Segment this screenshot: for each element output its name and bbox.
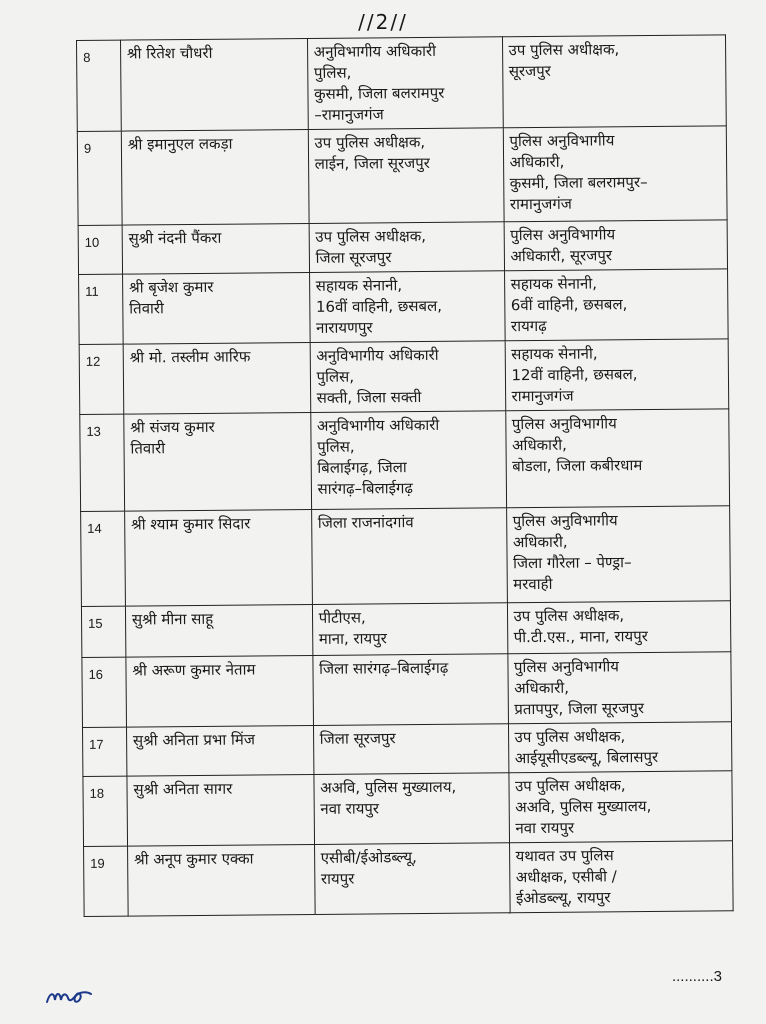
table-row xyxy=(84,841,734,917)
new-posting-cell: उप पुलिस अधीक्षक, आईयूसीएडब्ल्यू, बिलासपुर xyxy=(508,722,732,773)
new-posting-cell: सहायक सेनानी, 6वीं वाहिनी, छसबल, रायगढ़ xyxy=(504,269,728,341)
officer-name-cell: श्री अनूप कुमार एक्का xyxy=(127,844,314,916)
table-row xyxy=(79,339,729,415)
transfer-table xyxy=(76,34,734,917)
table-row xyxy=(78,220,727,275)
officer-name-cell: सुश्री मीना साहू xyxy=(125,604,312,657)
table-row xyxy=(81,506,731,607)
new-posting-cell: उप पुलिस अधीक्षक, सूरजपुर xyxy=(502,35,726,128)
serial-number-cell: 16 xyxy=(82,657,126,727)
table-row xyxy=(77,126,727,226)
serial-number-cell: 17 xyxy=(82,727,126,776)
table-row xyxy=(77,35,727,132)
officer-name-cell: सुश्री अनिता प्रभा मिंज xyxy=(126,725,313,776)
current-posting-cell: जिला सारंगढ़–बिलाईगढ़ xyxy=(312,654,507,726)
current-posting-cell: पीटीएस, माना, रायपुर xyxy=(312,603,507,656)
signature-icon xyxy=(44,984,94,1010)
signature-mark xyxy=(44,984,94,1014)
serial-number-cell: 13 xyxy=(80,414,125,511)
officer-name-cell: श्री श्याम कुमार सिदार xyxy=(124,509,312,606)
current-posting-cell: जिला सूरजपुर xyxy=(313,724,508,775)
new-posting-cell: पुलिस अनुविभागीय अधिकारी, कुसमी, जिला बलरामपुर– रामानुजगंज xyxy=(503,126,727,222)
page-number: //2// xyxy=(358,10,408,34)
table-row xyxy=(80,409,730,512)
new-posting-cell: पुलिस अनुविभागीय अधिकारी, बोडला, जिला कबीरधाम xyxy=(505,409,729,508)
new-posting-cell: पुलिस अनुविभागीय अधिकारी, जिला गौरेला – पेण्ड्रा– मरवाही xyxy=(506,506,730,603)
table-row xyxy=(83,771,733,847)
serial-number-cell: 18 xyxy=(83,776,127,846)
serial-number-cell: 10 xyxy=(78,225,122,274)
table-body xyxy=(77,35,734,917)
current-posting-cell: अनुविभागीय अधिकारी पुलिस, बिलाईगढ़, जिला सारंगढ़–बिलाईगढ़ xyxy=(310,411,506,510)
new-posting-cell: सहायक सेनानी, 12वीं वाहिनी, छसबल, रामानुजगंज xyxy=(505,339,729,411)
table-row xyxy=(82,722,731,777)
officer-name-cell: सुश्री नंदनी पैंकरा xyxy=(122,223,309,274)
current-posting-cell: अनुविभागीय अधिकारी पुलिस, सक्ती, जिला सक्ती xyxy=(310,341,505,413)
table-row xyxy=(81,601,730,658)
serial-number-cell: 14 xyxy=(81,511,126,606)
current-posting-cell: एसीबी/ईओडब्ल्यू, रायपुर xyxy=(314,843,509,915)
officer-name-cell: श्री रितेश चौधरी xyxy=(120,38,308,131)
officer-name-cell: श्री संजय कुमार तिवारी xyxy=(124,412,312,511)
serial-number-cell: 8 xyxy=(77,40,122,131)
transfer-table-wrapper xyxy=(76,34,734,917)
new-posting-cell: उप पुलिस अधीक्षक, पी.टी.एस., माना, रायपुर xyxy=(507,601,731,654)
serial-number-cell: 15 xyxy=(81,606,125,657)
officer-name-cell: सुश्री अनिता सागर xyxy=(127,774,314,846)
officer-name-cell: श्री मो. तस्लीम आरिफ xyxy=(123,342,310,414)
current-posting-cell: उप पुलिस अधीक्षक, लाईन, जिला सूरजपुर xyxy=(308,128,504,224)
new-posting-cell: उप पुलिस अधीक्षक, अअवि, पुलिस मुख्यालय, नवा रायपुर xyxy=(508,771,732,843)
current-posting-cell: जिला राजनांदगांव xyxy=(311,508,507,605)
continue-marker: ..........3 xyxy=(671,968,722,985)
table-row xyxy=(79,269,729,345)
serial-number-cell: 19 xyxy=(84,846,128,916)
serial-number-cell: 12 xyxy=(79,344,123,414)
new-posting-cell: यथावत उप पुलिस अधीक्षक, एसीबी / ईओडब्ल्यू, रायपुर xyxy=(509,841,733,913)
current-posting-cell: अअवि, पुलिस मुख्यालय, नवा रायपुर xyxy=(314,773,509,845)
officer-name-cell: श्री अरूण कुमार नेताम xyxy=(126,655,313,727)
serial-number-cell: 9 xyxy=(77,131,122,225)
current-posting-cell: उप पुलिस अधीक्षक, जिला सूरजपुर xyxy=(309,222,504,273)
new-posting-cell: पुलिस अनुविभागीय अधिकारी, प्रतापपुर, जिला सूरजपुर xyxy=(507,652,731,724)
serial-number-cell: 11 xyxy=(79,274,123,344)
table-row xyxy=(82,652,732,728)
new-posting-cell: पुलिस अनुविभागीय अधिकारी, सूरजपुर xyxy=(504,220,728,271)
current-posting-cell: अनुविभागीय अधिकारी पुलिस, कुसमी, जिला बलरामपुर –रामानुजगंज xyxy=(307,37,503,130)
officer-name-cell: श्री बृजेश कुमार तिवारी xyxy=(122,272,309,344)
current-posting-cell: सहायक सेनानी, 16वीं वाहिनी, छसबल, नारायणपुर xyxy=(309,271,504,343)
officer-name-cell: श्री इमानुएल लकड़ा xyxy=(121,129,309,225)
